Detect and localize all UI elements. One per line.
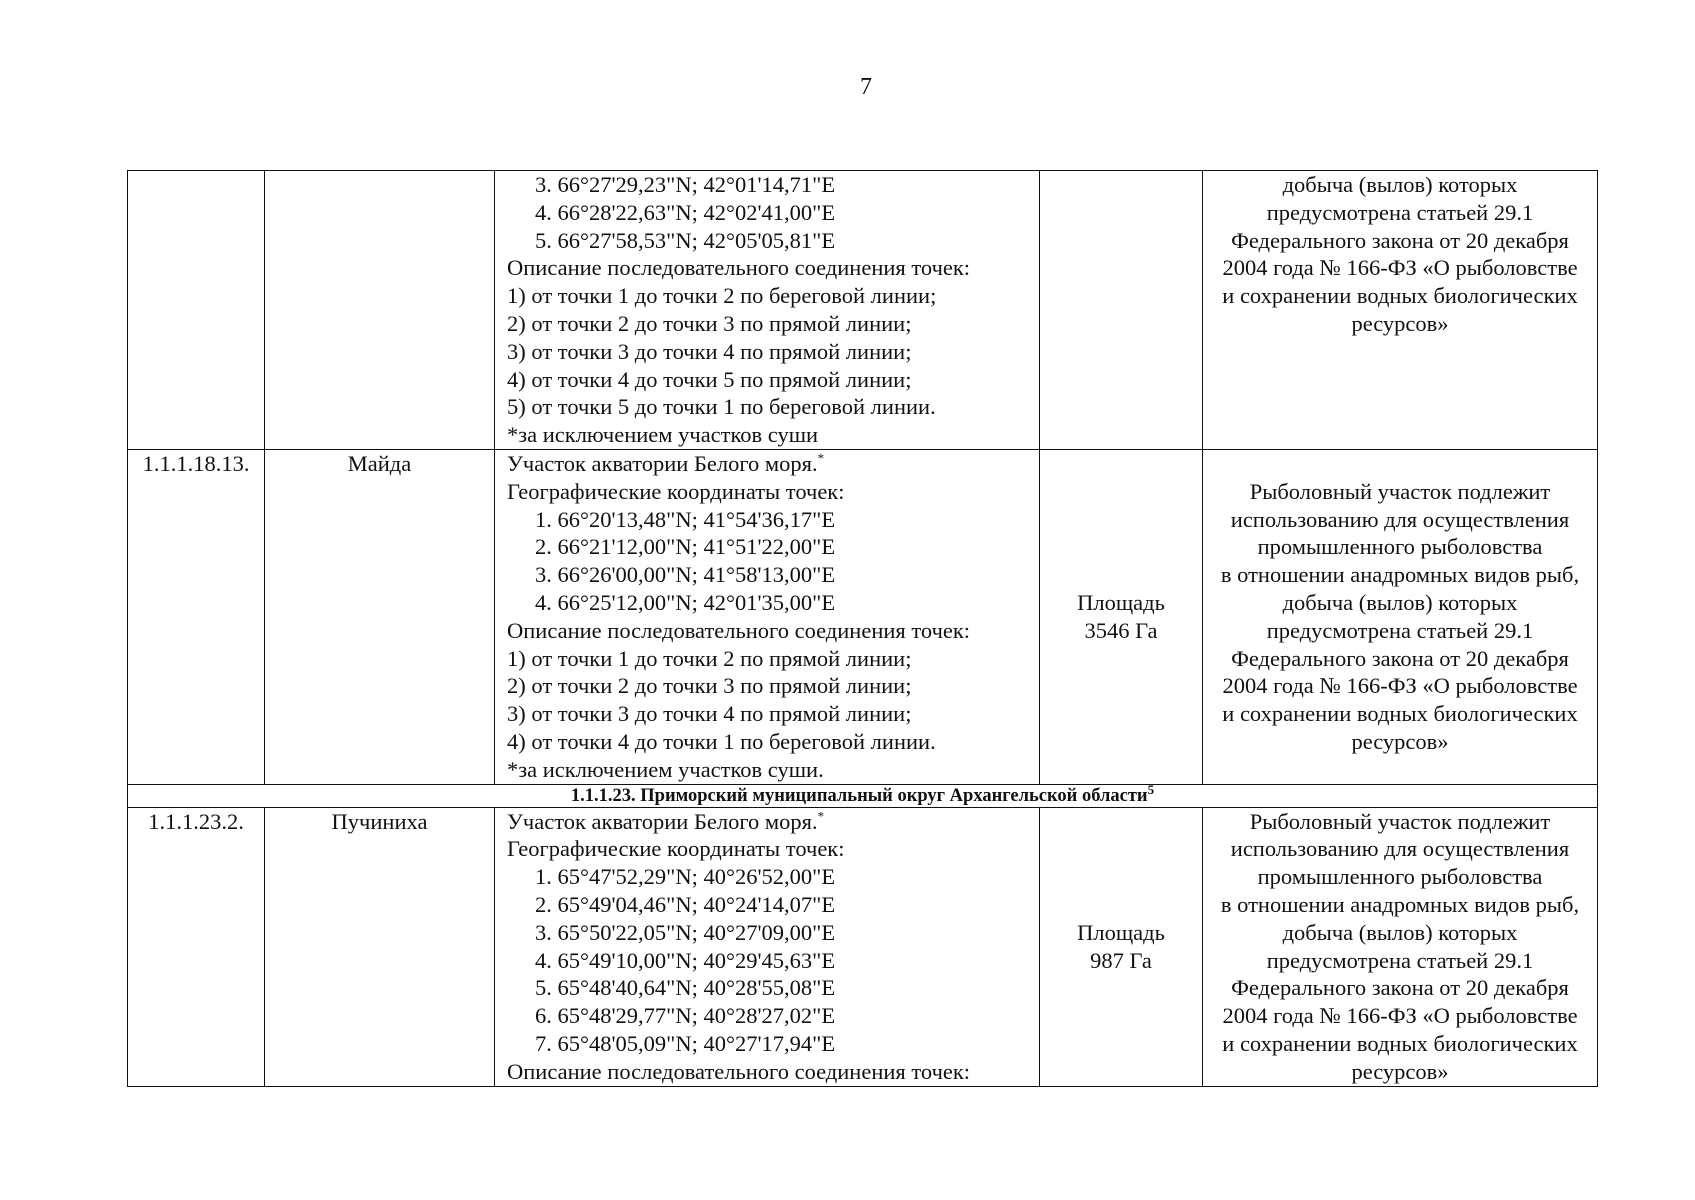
connection-item: 2) от точки 2 до точки 3 по прямой линии; [507, 310, 912, 336]
note-line: Федерального закона от 20 декабря [1231, 975, 1569, 1001]
coordinate-list [507, 506, 1035, 617]
description-cell [495, 449, 1040, 784]
area-name: Майда [265, 449, 495, 784]
note-line: и сохранении водных биологических [1222, 701, 1578, 727]
note-line: добыча (вылов) которых [1282, 172, 1518, 197]
note-line: ресурсов» [1351, 728, 1449, 754]
area-label: Площадь [1077, 919, 1165, 945]
area-cell [1040, 449, 1203, 784]
area-name: Пучиниха [265, 807, 495, 1086]
description-title: Участок акватории Белого моря.* [507, 808, 825, 834]
connection-item: 1) от точки 1 до точки 2 по береговой линии; [507, 283, 937, 309]
area-label: Площадь [1077, 589, 1165, 615]
note-line: промышленного рыболовства [1257, 534, 1543, 560]
table-row [128, 807, 1598, 1086]
asterisk-mark: * [817, 450, 825, 466]
coordinate-list [507, 863, 1035, 1058]
connection-item: 2) от точки 2 до точки 3 по прямой линии; [507, 673, 912, 699]
description-cell [495, 171, 1040, 450]
connection-title: Описание последовательного соединения точек: [507, 255, 971, 281]
connection-item: 4) от точки 4 до точки 1 по береговой линии. [507, 728, 936, 754]
note-line: добыча (вылов) которых [1282, 589, 1518, 615]
row-name-cell [265, 171, 495, 450]
connection-item: 4) от точки 4 до точки 5 по прямой линии; [507, 366, 912, 392]
coordinates-title: Географические координаты точек: [507, 836, 845, 862]
coordinate-item: 4. 65°49'10,00"N; 40°29'45,63"E [535, 947, 836, 973]
area-cell [1040, 171, 1203, 450]
table-row [128, 171, 1598, 450]
area-value: 3546 Га [1084, 617, 1158, 643]
note-line: добыча (вылов) которых [1282, 919, 1518, 945]
coordinate-item: 2. 66°21'12,00"N; 41°51'22,00"E [535, 534, 836, 560]
coordinate-item: 4. 66°25'12,00"N; 42°01'35,00"E [535, 589, 836, 615]
footnote: *за исключением участков суши [507, 422, 819, 448]
area-cell [1040, 807, 1203, 1086]
note-line: Рыболовный участок подлежит [1249, 478, 1551, 504]
note-line: предусмотрена статьей 29.1 [1266, 947, 1534, 973]
footnote: *за исключением участков суши. [507, 756, 824, 782]
table-row [128, 449, 1598, 784]
coordinate-item: 6. 65°48'29,77"N; 40°28'27,02"E [535, 1003, 836, 1029]
section-header-row [128, 784, 1598, 807]
coordinate-item: 1. 65°47'52,29"N; 40°26'52,00"E [535, 864, 836, 890]
connection-item: 3) от точки 3 до точки 4 по прямой линии; [507, 338, 912, 364]
note-line: в отношении анадромных видов рыб, [1220, 562, 1580, 588]
coordinate-item: 3. 65°50'22,05"N; 40°27'09,00"E [535, 919, 836, 945]
coordinates-title: Географические координаты точек: [507, 478, 845, 504]
row-number: 1.1.1.18.13. [128, 449, 265, 784]
area-value: 987 Га [1090, 947, 1152, 973]
note-line: и сохранении водных биологических [1222, 283, 1578, 309]
fishing-areas-table [127, 170, 1598, 1087]
coordinate-list [507, 171, 1035, 254]
note-line: использованию для осуществления [1230, 506, 1570, 532]
coordinate-item: 3. 66°26'00,00"N; 41°58'13,00"E [535, 562, 836, 588]
note-line: Федерального закона от 20 декабря [1231, 227, 1569, 253]
coordinate-item: 4. 66°28'22,63"N; 42°02'41,00"E [535, 199, 836, 225]
note-line: ресурсов» [1351, 1058, 1449, 1084]
section-title: 1.1.1.23. Приморский муниципальный округ Архангельской области$^5$ [128, 784, 1598, 807]
note-line: 2004 года № 166-ФЗ «О рыболовстве [1222, 255, 1578, 281]
note-line: ресурсов» [1351, 310, 1449, 336]
note-line: в отношении анадромных видов рыб, [1220, 891, 1580, 917]
asterisk-mark: * [817, 808, 825, 824]
footnote-mark: 5 [1147, 781, 1155, 797]
note-line: предусмотрена статьей 29.1 [1266, 617, 1534, 643]
note-line: 2004 года № 166-ФЗ «О рыболовстве [1222, 1003, 1578, 1029]
note-line: предусмотрена статьей 29.1 [1266, 199, 1534, 225]
note-cell [1203, 807, 1598, 1086]
connection-title: Описание последовательного соединения точек: [507, 617, 971, 643]
page-number: 7 [860, 74, 872, 100]
note-line: Федерального закона от 20 декабря [1231, 645, 1569, 671]
connection-item: 5) от точки 5 до точки 1 по береговой линии. [507, 394, 936, 420]
coordinate-item: 5. 66°27'58,53"N; 42°05'05,81"E [535, 227, 836, 253]
connection-item: 3) от точки 3 до точки 4 по прямой линии; [507, 701, 912, 727]
coordinate-item: 2. 65°49'04,46"N; 40°24'14,07"E [535, 891, 836, 917]
note-cell [1203, 449, 1598, 784]
connection-item: 1) от точки 1 до точки 2 по прямой линии; [507, 645, 912, 671]
row-number-cell [128, 171, 265, 450]
note-line: использованию для осуществления [1230, 836, 1570, 862]
note-line: Рыболовный участок подлежит [1249, 808, 1551, 834]
coordinate-item: 3. 66°27'29,23"N; 42°01'14,71"E [535, 172, 836, 197]
coordinate-item: 7. 65°48'05,09"N; 40°27'17,94"E [535, 1030, 836, 1056]
coordinate-item: 5. 65°48'40,64"N; 40°28'55,08"E [535, 975, 836, 1001]
description-cell [495, 807, 1040, 1086]
row-number: 1.1.1.23.2. [128, 807, 265, 1086]
note-line: и сохранении водных биологических [1222, 1030, 1578, 1056]
connection-title: Описание последовательного соединения точек: [507, 1058, 971, 1084]
note-cell [1203, 171, 1598, 450]
note-line: 2004 года № 166-ФЗ «О рыболовстве [1222, 673, 1578, 699]
coordinate-item: 1. 66°20'13,48"N; 41°54'36,17"E [535, 506, 836, 532]
description-title: Участок акватории Белого моря.* [507, 450, 825, 476]
note-line: промышленного рыболовства [1257, 864, 1543, 890]
